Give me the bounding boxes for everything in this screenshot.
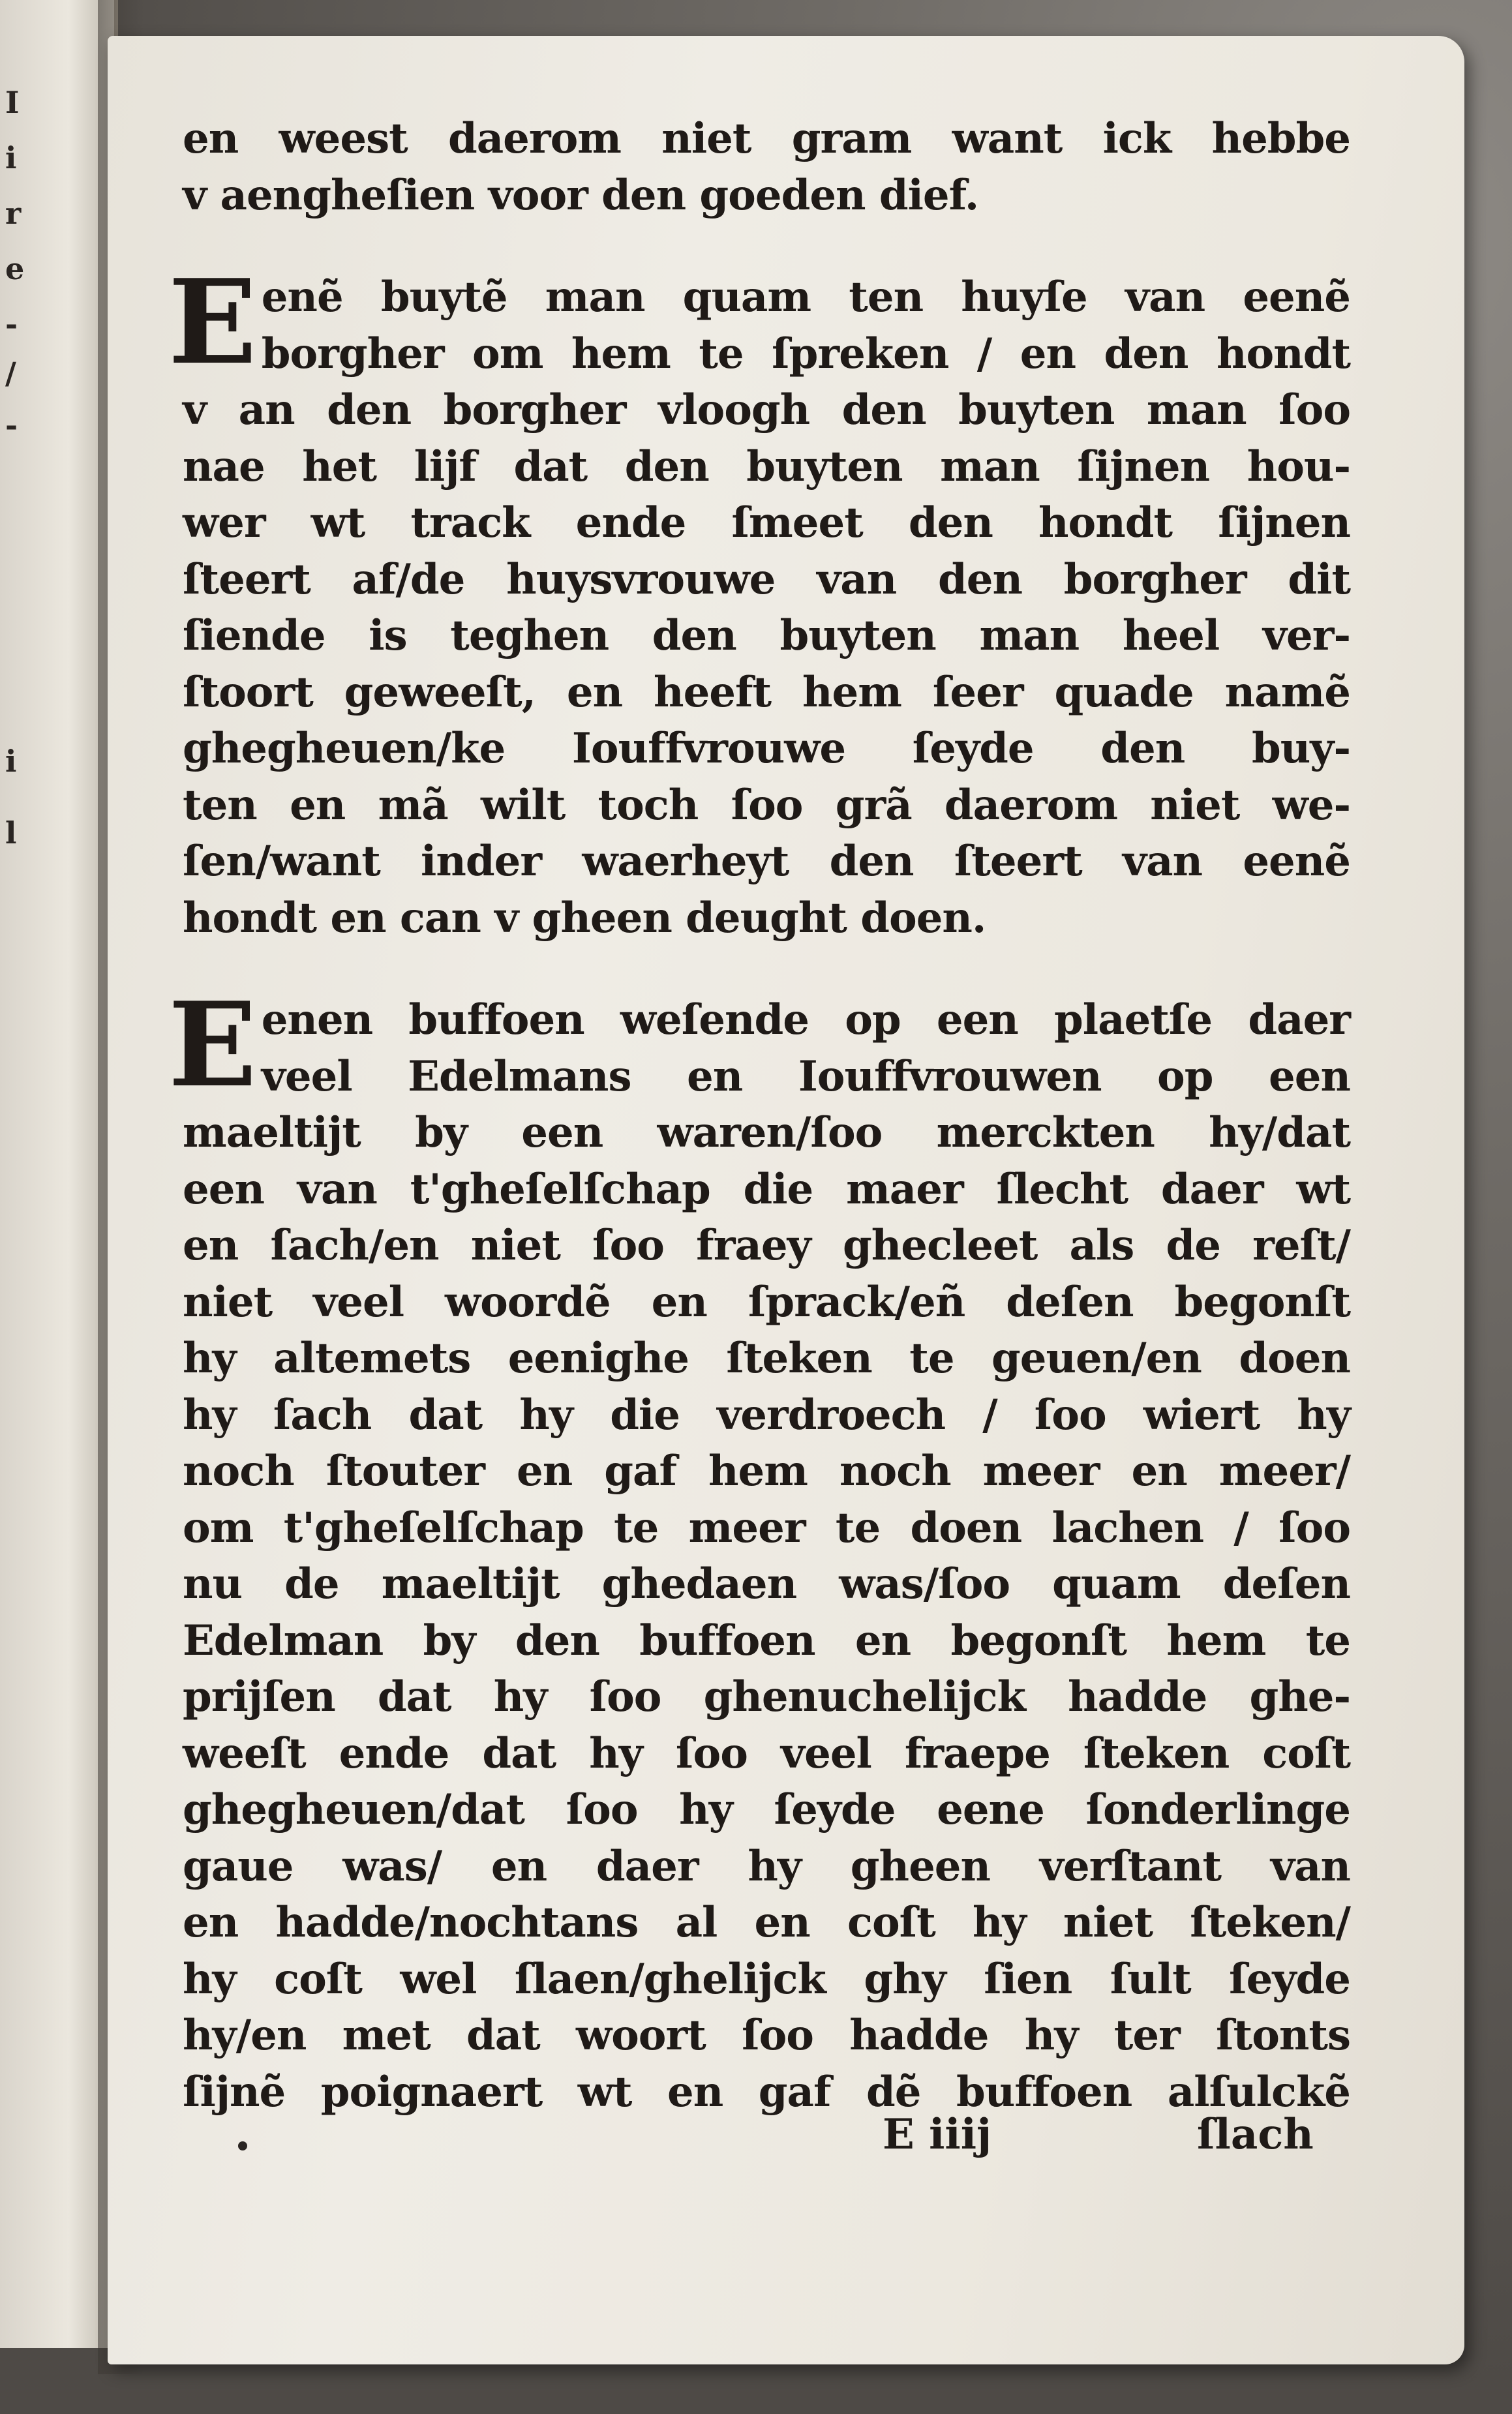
- paragraph-2: [168, 254, 1350, 946]
- text-line: gaue was/ en daer hy gheen verſtant van: [183, 1841, 1350, 1891]
- text-line: ghegheuen/dat ſoo hy ſeyde eene ſonderlinge: [183, 1785, 1350, 1834]
- edge-char: /: [5, 355, 16, 391]
- text-line: hondt en can v gheen deught doen.: [183, 893, 986, 943]
- text-line: en ſach/en niet ſoo fraey ghecleet als de reſt/: [183, 1221, 1350, 1270]
- text-line: ten en mã wilt toch ſoo grã daerom niet we-: [183, 780, 1350, 830]
- edge-char: -: [5, 307, 18, 342]
- signature-mark: E iiij: [883, 2110, 992, 2159]
- edge-char: l: [5, 815, 17, 851]
- text-line: hy coſt wel ſlaen/ghelijck ghy ſien ſult ſeyde: [183, 1954, 1350, 2004]
- edge-char: i: [5, 140, 17, 175]
- text-line: noch ſtouter en gaf hem noch meer en meer/: [183, 1447, 1350, 1496]
- text-line: en hadde/nochtans al en coſt hy niet ſteken/: [183, 1898, 1350, 1947]
- text-line: nae het lijf dat den buyten man ſijnen hou-: [183, 442, 1350, 491]
- text-line: maeltijt by een waren/ſoo merckten hy/dat: [183, 1108, 1350, 1157]
- text-line: enẽ buytẽ man quam ten huyſe van eenẽ: [261, 273, 1350, 322]
- text-line: prijſen dat hy ſoo ghenuchelijck hadde ghe-: [183, 1672, 1350, 1721]
- text-line: hy ſach dat hy die verdroech / ſoo wiert hy: [183, 1390, 1350, 1440]
- edge-char: i: [5, 744, 17, 779]
- book-page: [108, 36, 1464, 2364]
- edge-char: r: [5, 196, 22, 231]
- paragraph-1: [183, 111, 1350, 224]
- ink-dot: [238, 2141, 247, 2150]
- text-line: veel Edelmans en Iouffvrouwen op een: [261, 1051, 1350, 1101]
- page-text: [168, 111, 1350, 2120]
- text-line: ſtoort geweeſt, en heeft hem ſeer quade namẽ: [183, 667, 1350, 717]
- edge-char: -: [5, 408, 18, 443]
- paragraph-3: [168, 976, 1350, 2120]
- text-line: om t'gheſelſchap te meer te doen lachen / ſoo: [183, 1503, 1350, 1552]
- text-line: niet veel woordẽ en ſprack/eñ deſen begonſt: [183, 1277, 1350, 1327]
- drop-initial: E: [168, 976, 256, 1113]
- text-line: ſiende is teghen den buyten man heel ver-: [183, 611, 1350, 660]
- drop-initial: E: [168, 254, 256, 390]
- text-line: ghegheuen/ke Iouffvrouwe ſeyde den buy-: [183, 724, 1350, 773]
- text-line: en weest daerom niet gram want ick hebbe: [183, 114, 1350, 163]
- text-line: wer wt track ende ſmeet den hondt ſijnen: [183, 498, 1350, 547]
- text-line: borgher om hem te ſpreken / en den hondt: [261, 329, 1350, 378]
- text-line: Edelman by den buffoen en begonſt hem te: [183, 1616, 1350, 1665]
- text-line: v an den borgher vloogh den buyten man ſoo: [183, 385, 1350, 434]
- text-line: ſen/want inder waerheyt den ſteert van eenẽ: [183, 837, 1350, 886]
- text-line: weeſt ende dat hy ſoo veel fraepe ſteken coſt: [183, 1728, 1350, 1778]
- catchword: ſlach: [1197, 2110, 1314, 2159]
- text-line: v aengheſien voor den goeden dief.: [183, 170, 979, 220]
- edge-char: e: [5, 251, 25, 286]
- text-line: ſteert af/de huysvrouwe van den borgher dit: [183, 554, 1350, 604]
- text-line: een van t'gheſelſchap die maer ſlecht daer wt: [183, 1164, 1350, 1214]
- text-line: nu de maeltijt ghedaen was/ſoo quam deſen: [183, 1560, 1350, 1608]
- text-line: ſijnẽ poignaert wt en gaf dẽ buffoen alſulckẽ: [183, 2067, 1350, 2117]
- edge-char: I: [5, 85, 20, 120]
- text-line: enen buffoen weſende op een plaetſe daer: [261, 995, 1350, 1044]
- text-line: hy altemets eenighe ſteken te geuen/en doen: [183, 1334, 1350, 1383]
- text-line: hy/en met dat woort ſoo hadde hy ter ſtonts: [183, 2011, 1350, 2060]
